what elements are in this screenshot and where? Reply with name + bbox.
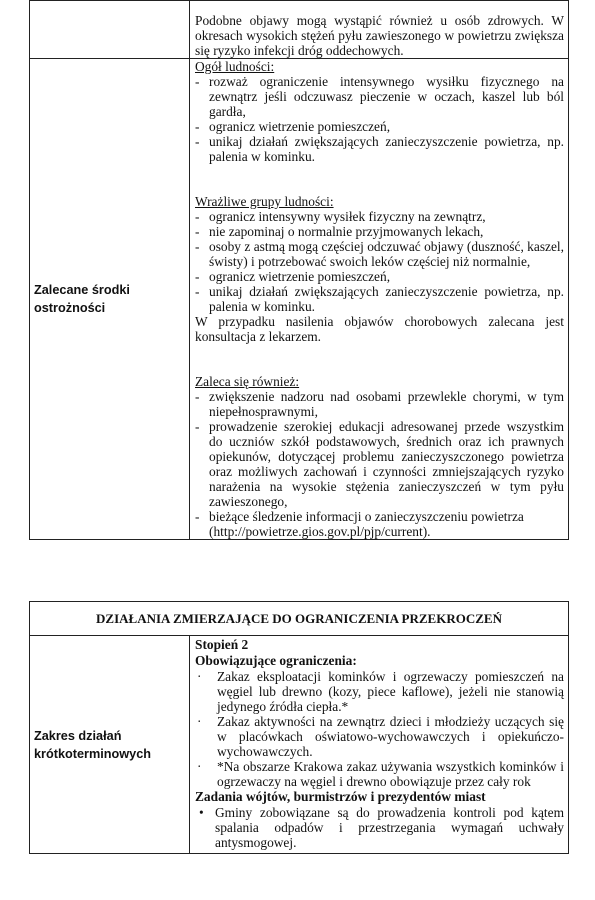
tasks-list: [195, 805, 564, 850]
air-quality-link[interactable]: (http://powietrze.gios.gov.pl/pjp/current).: [209, 524, 431, 539]
list-item: - ogranicz intensywny wysiłek fizyczny na zewnątrz,: [195, 209, 564, 224]
list-item: - prowadzenie szerokiej edukacji adresowanej przede wszystkim do uczniów szkół podstawowych, średnich oraz ich prawnych opiekunów, dotyczącej problemu zanieczyszczonego powietrza oraz możliwych zachowań i czynności zmniejszających ryzyko narażenia na wysokie stężenia zanieczyszczeń w tym pyłu zawieszonego,: [195, 419, 564, 509]
sensitive-list: [195, 209, 564, 314]
general-heading: Ogół ludności:: [195, 59, 275, 74]
actions-label-line1: Zakres działań: [34, 728, 122, 743]
list-item: - ogranicz wietrzenie pomieszczeń,: [195, 119, 564, 134]
list-item: - unikaj działań zwiększających zanieczyszczenie powietrza, np. palenia w kominku.: [195, 134, 564, 164]
list-item: · Zakaz aktywności na zewnątrz dzieci i młodzieży uczących się w placówkach oświatowo-wychowawczych i opiekuńczo-wychowawczych.: [195, 714, 564, 759]
list-item: - unikaj działań zwiększających zanieczyszczenie powietrza, np. palenia w kominku.: [195, 284, 564, 314]
actions-title: DZIAŁANIA ZMIERZAJĄCE DO OGRANICZENIA PRZEKROCZEŃ: [30, 602, 569, 636]
actions-table: [29, 601, 569, 854]
list-item: · Zakaz eksploatacji kominków i ogrzewaczy pomieszczeń na węgiel lub drewno (kozy, piece kaflowe), jeżeli nie stanowią jedynego źródła ciepła.*: [195, 669, 564, 714]
actions-label-cell: [30, 636, 190, 854]
list-item: • Gminy zobowiązane są do prowadzenia kontroli pod kątem spalania odpadów i przestrzegania wymagań uchwały antysmogowej.: [195, 805, 564, 850]
recommendations-label-line2: ostrożności: [34, 301, 106, 315]
list-item: [195, 509, 564, 539]
intro-cell: [190, 1, 569, 59]
recommendations-table: [29, 0, 569, 540]
list-item: - ogranicz wietrzenie pomieszczeń,: [195, 269, 564, 284]
list-item-text: bieżące śledzenie informacji o zanieczyszczeniu powietrza: [209, 509, 524, 524]
tasks-heading: Zadania wójtów, burmistrzów i prezydentów miast: [195, 789, 486, 804]
intro-text: Podobne objawy mogą wystąpić również u osób zdrowych. W okresach wysokich stężeń pyłu zawieszonego w powietrzu zwiększa się ryzyko infekcji dróg oddechowych.: [195, 13, 564, 58]
restrictions-heading: Obowiązujące ograniczenia:: [195, 653, 357, 668]
list-item: - osoby z astmą mogą częściej odczuwać objawy (duszność, kaszel, świsty) i potrzebować swoich leków częściej niż normalnie,: [195, 239, 564, 269]
recommendations-label-cell: [30, 59, 190, 540]
list-item: - nie zapominaj o normalnie przyjmowanych lekach,: [195, 224, 564, 239]
general-list: [195, 74, 564, 164]
actions-content-cell: [190, 636, 569, 854]
restrictions-list: [195, 669, 564, 789]
recommendations-content-cell: [190, 59, 569, 540]
sensitive-heading: Wrażliwe grupy ludności:: [195, 194, 334, 209]
list-item: - rozważ ograniczenie intensywnego wysiłku fizycznego na zewnątrz jeśli odczuwasz pieczenie w oczach, kaszel lub ból gardła,: [195, 74, 564, 119]
actions-label-line2: krótkoterminowych: [34, 746, 152, 761]
also-heading: Zaleca się również:: [195, 374, 300, 389]
consultation-note: W przypadku nasilenia objawów chorobowych zalecana jest konsultacja z lekarzem.: [195, 314, 564, 344]
stage-label: Stopień 2: [195, 637, 249, 652]
list-item: · *Na obszarze Krakowa zakaz używania wszystkich kominków i ogrzewaczy na węgiel i drewno obowiązuje przez cały rok: [195, 759, 564, 789]
list-item: - zwiększenie nadzoru nad osobami przewlekle chorymi, w tym niepełnosprawnymi,: [195, 389, 564, 419]
recommendations-label-line1: Zalecane środki: [34, 283, 130, 297]
empty-left-cell: [30, 1, 190, 59]
also-list: [195, 389, 564, 539]
